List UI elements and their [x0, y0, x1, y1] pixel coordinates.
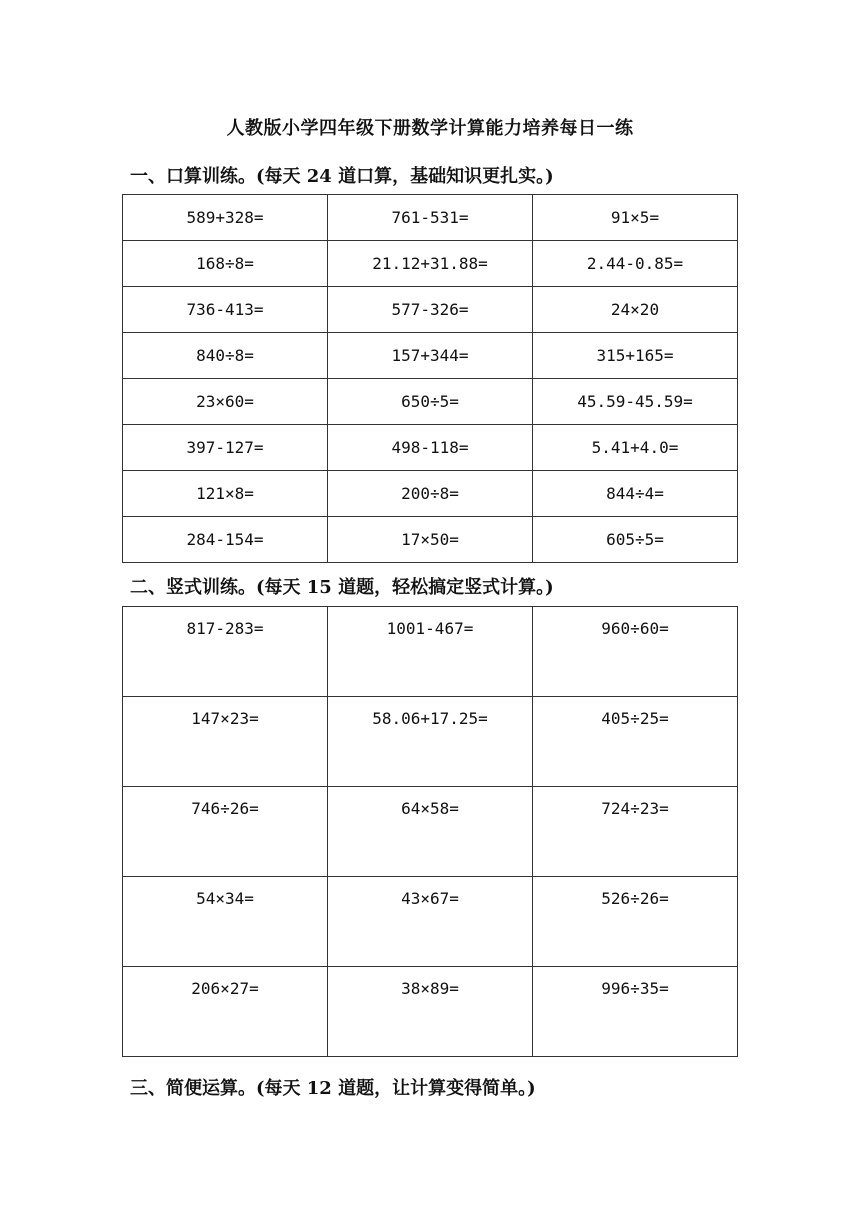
table-row: [123, 333, 738, 379]
problem-cell: 840÷8=: [123, 333, 328, 379]
problem-cell: 21.12+31.88=: [328, 241, 533, 287]
problem-cell: 724÷23=: [533, 787, 738, 877]
table-row: [123, 967, 738, 1057]
section-heading-oral: 一、口算训练。(每天 24 道口算，基础知识更扎实。): [130, 166, 554, 187]
problem-cell: 157+344=: [328, 333, 533, 379]
table-row: [123, 379, 738, 425]
problem-cell: 45.59-45.59=: [533, 379, 738, 425]
table-row: [123, 425, 738, 471]
problem-cell: 168÷8=: [123, 241, 328, 287]
vertical-calc-table: [122, 606, 738, 1057]
problem-cell: 58.06+17.25=: [328, 697, 533, 787]
problem-cell: 17×50=: [328, 517, 533, 563]
table-row: [123, 517, 738, 563]
table-row: [123, 287, 738, 333]
problem-cell: 121×8=: [123, 471, 328, 517]
problem-cell: 23×60=: [123, 379, 328, 425]
problem-cell: 1001-467=: [328, 607, 533, 697]
oral-calc-table: [122, 194, 738, 563]
problem-cell: 43×67=: [328, 877, 533, 967]
problem-cell: 589+328=: [123, 195, 328, 241]
problem-cell: 817-283=: [123, 607, 328, 697]
problem-cell: 200÷8=: [328, 471, 533, 517]
problem-cell: 54×34=: [123, 877, 328, 967]
problem-cell: 284-154=: [123, 517, 328, 563]
problem-cell: 526÷26=: [533, 877, 738, 967]
problem-cell: 397-127=: [123, 425, 328, 471]
problem-cell: 605÷5=: [533, 517, 738, 563]
section-heading-simplify: 三、简便运算。(每天 12 道题，让计算变得简单。): [130, 1078, 536, 1099]
table-row: [123, 787, 738, 877]
problem-cell: 960÷60=: [533, 607, 738, 697]
problem-cell: 315+165=: [533, 333, 738, 379]
problem-cell: 24×20: [533, 287, 738, 333]
problem-cell: 91×5=: [533, 195, 738, 241]
table-row: [123, 195, 738, 241]
table-row: [123, 607, 738, 697]
problem-cell: 38×89=: [328, 967, 533, 1057]
table-row: [123, 697, 738, 787]
problem-cell: 64×58=: [328, 787, 533, 877]
page-title: 人教版小学四年级下册数学计算能力培养每日一练: [226, 118, 634, 139]
problem-cell: 761-531=: [328, 195, 533, 241]
problem-cell: 206×27=: [123, 967, 328, 1057]
section-heading-vertical: 二、竖式训练。(每天 15 道题，轻松搞定竖式计算。): [130, 577, 554, 598]
problem-cell: 996÷35=: [533, 967, 738, 1057]
problem-cell: 844÷4=: [533, 471, 738, 517]
problem-cell: 498-118=: [328, 425, 533, 471]
problem-cell: 147×23=: [123, 697, 328, 787]
problem-cell: 2.44-0.85=: [533, 241, 738, 287]
problem-cell: 736-413=: [123, 287, 328, 333]
problem-cell: 405÷25=: [533, 697, 738, 787]
problem-cell: 577-326=: [328, 287, 533, 333]
table-row: [123, 471, 738, 517]
table-row: [123, 241, 738, 287]
table-row: [123, 877, 738, 967]
problem-cell: 746÷26=: [123, 787, 328, 877]
problem-cell: 650÷5=: [328, 379, 533, 425]
problem-cell: 5.41+4.0=: [533, 425, 738, 471]
